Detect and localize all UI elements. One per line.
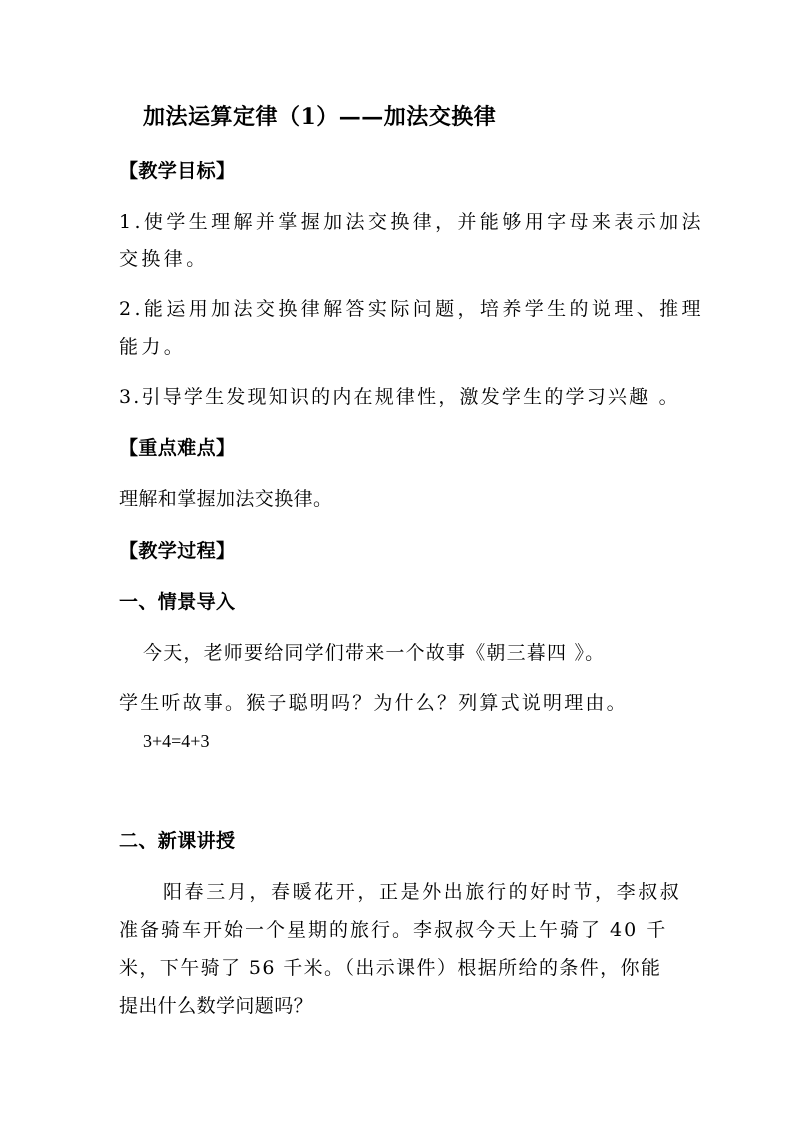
goal-1-line-1: 1.使学生理解并掌握加法交换律，并能够用字母来表示加法 [119,211,704,233]
key-points-heading: 【重点难点】 [119,437,236,459]
key-points-text: 理解和掌握加法交换律。 [119,488,333,510]
part-2-title: 二、新课讲授 [119,830,236,852]
goal-2-line-1: 2.能运用加法交换律解答实际问题，培养学生的说理、推理 [119,298,704,320]
document-title: 加法运算定律（1）——加法交换律 [143,104,497,130]
part-2-line-3: 米，下午骑了 56 千米。（出示课件）根据所给的条件，你能 [119,957,662,979]
part-1-formula: 3+4=4+3 [143,731,210,751]
goal-1-line-2: 交换律。 [119,248,209,270]
goal-2-line-2: 能力。 [119,336,187,358]
process-heading: 【教学过程】 [119,540,236,562]
part-2-line-1: 阳春三月，春暖花开，正是外出旅行的好时节，李叔叔 [163,881,682,903]
part-1-paragraph-1: 今天，老师要给同学们带来一个故事《朝三暮四 》。 [143,642,606,664]
goals-heading: 【教学目标】 [119,160,236,182]
part-1-paragraph-2: 学生听故事。猴子聪明吗？为什么？列算式说明理由。 [119,692,628,714]
goal-3-line-1: 3.引导学生发现知识的内在规律性，激发学生的学习兴趣 。 [119,386,680,408]
part-2-line-2: 准备骑车开始一个星期的旅行。李叔叔今天上午骑了 40 千 [119,919,668,941]
part-2-line-4: 提出什么数学问题吗？ [119,995,314,1017]
part-1-title: 一、情景导入 [119,591,236,613]
